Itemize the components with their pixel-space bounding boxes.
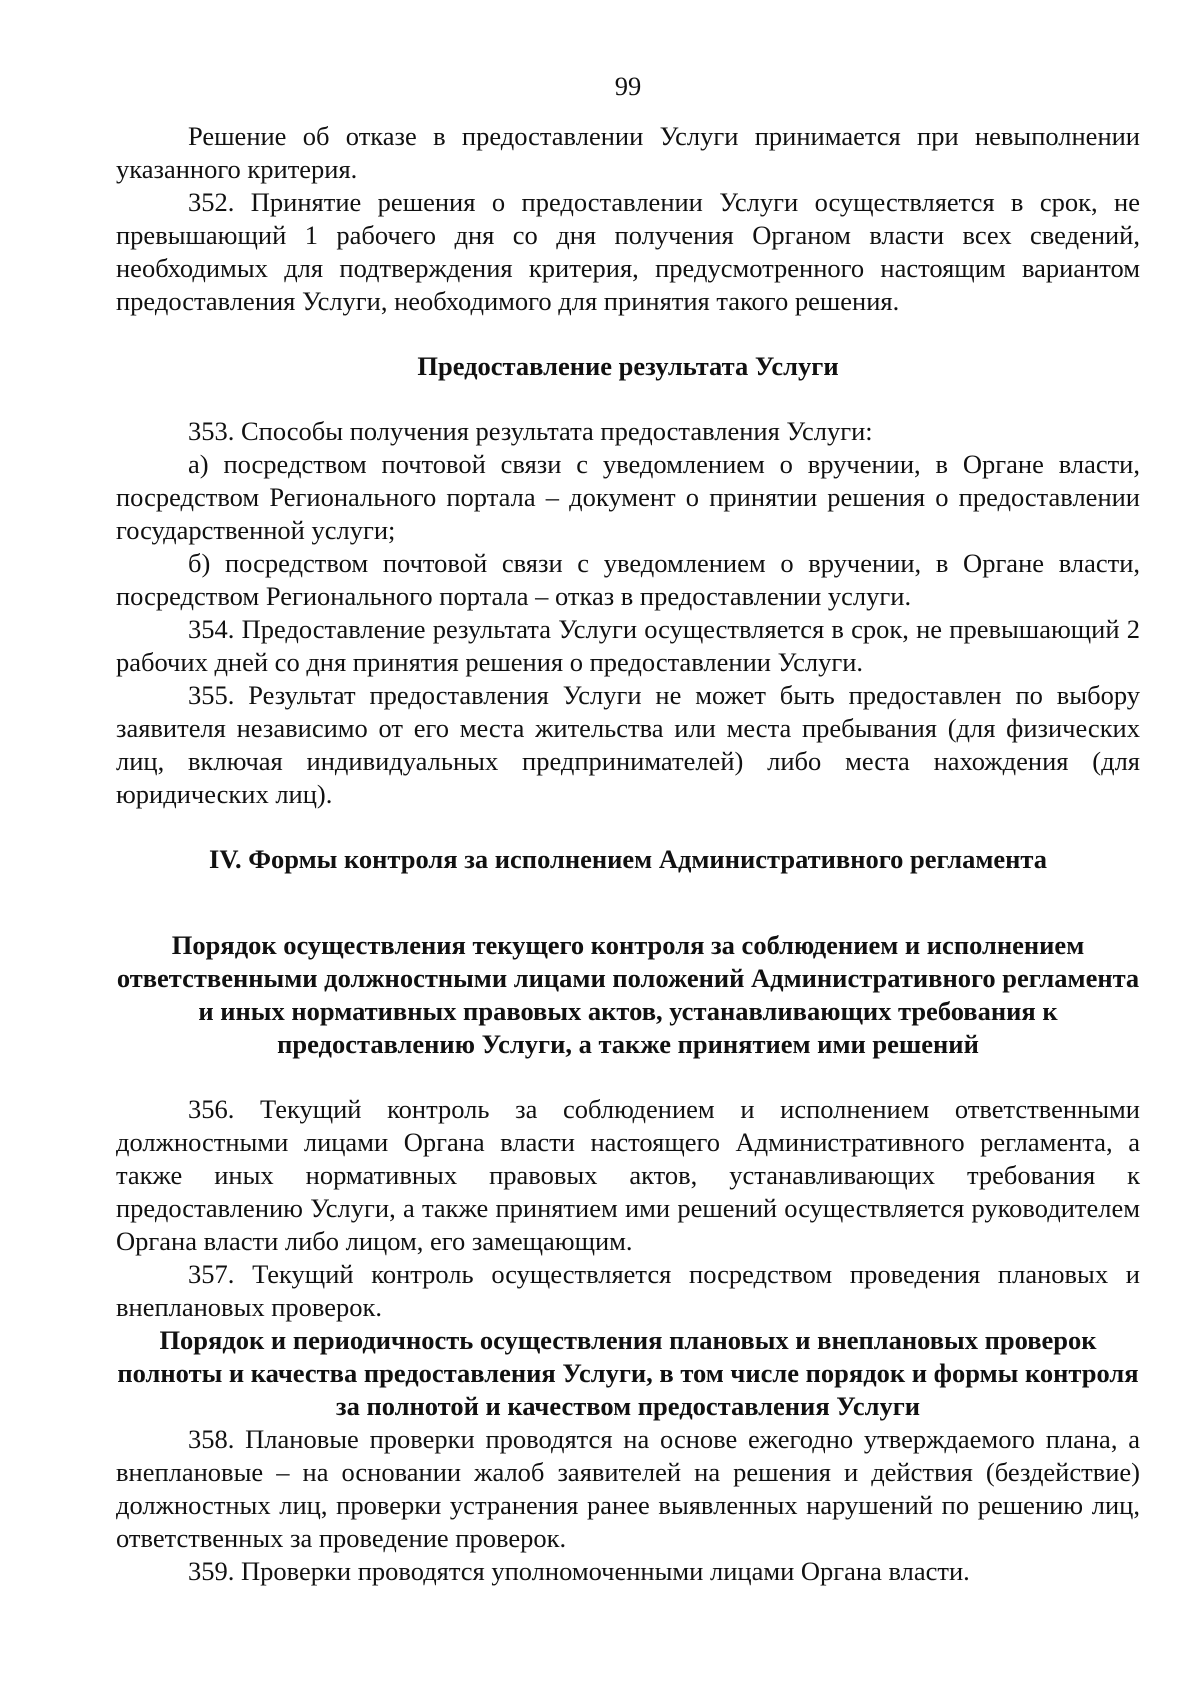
paragraph-356: 356. Текущий контроль за соблюдением и исполнением ответственными должностными лицами Органа власти настоящего Административного регламента, а также иных нормативных правовых актов, устанавливающих требования к предоставлению Услуги, а также принятием ими решений осуществляется руководителем Органа власти либо лицом, его замещающим. (116, 1094, 1140, 1256)
paragraph-357: 357. Текущий контроль осуществляется посредством проведения плановых и внеплановых проверок. (116, 1259, 1140, 1322)
paragraph-refusal-decision: Решение об отказе в предоставлении Услуги принимается при невыполнении указанного критерия. (116, 121, 1140, 184)
paragraph-353-b: б) посредством почтовой связи с уведомлением о вручении, в Органе власти, посредством Регионального портала – отказ в предоставлении услуги. (116, 548, 1140, 611)
paragraph-353: 353. Способы получения результата предоставления Услуги: (188, 416, 873, 446)
heading-service-result: Предоставление результата Услуги (417, 351, 839, 381)
section-heading-iv: IV. Формы контроля за исполнением Административного регламента (209, 844, 1047, 874)
paragraph-352: 352. Принятие решения о предоставлении Услуги осуществляется в срок, не превышающий 1 рабочего дня со дня получения Органом власти всех сведений, необходимых для подтверждения критерия, предусмотренного настоящим вариантом предоставления Услуги, необходимого для принятия такого решения. (116, 187, 1140, 316)
document-page (116, 0, 1140, 1697)
paragraph-354: 354. Предоставление результата Услуги осуществляется в срок, не превышающий 2 рабочих дней со дня принятия решения о предоставлении Услуги. (116, 614, 1140, 677)
document-body (116, 120, 1140, 1588)
paragraph-355: 355. Результат предоставления Услуги не может быть предоставлен по выбору заявителя независимо от его места жительства или места пребывания (для физических лиц, включая индивидуальных предпринимателей) либо места нахождения (для юридических лиц). (116, 680, 1140, 809)
paragraph-359: 359. Проверки проводятся уполномоченными лицами Органа власти. (188, 1556, 970, 1586)
paragraph-353-a: а) посредством почтовой связи с уведомлением о вручении, в Органе власти, посредством Регионального портала – документ о принятии решения о предоставлении государственной услуги; (116, 449, 1140, 545)
paragraph-358: 358. Плановые проверки проводятся на основе ежегодно утверждаемого плана, а внеплановые – на основании жалоб заявителей на решения и действия (бездействие) должностных лиц, проверки устранения ранее выявленных нарушений по решению лиц, ответственных за проведение проверок. (116, 1424, 1140, 1553)
page-number: 99 (614, 71, 642, 101)
heading-current-control: Порядок осуществления текущего контроля за соблюдением и исполнением ответственными должностными лицами положений Административного регламента и иных нормативных правовых актов, устанавливающих требования к предоставлению Услуги, а также принятием ими решений (116, 930, 1140, 1059)
heading-inspections: Порядок и периодичность осуществления плановых и внеплановых проверок полноты и качества предоставления Услуги, в том числе порядок и формы контроля за полнотой и качеством предоставления Услуги (117, 1325, 1139, 1421)
